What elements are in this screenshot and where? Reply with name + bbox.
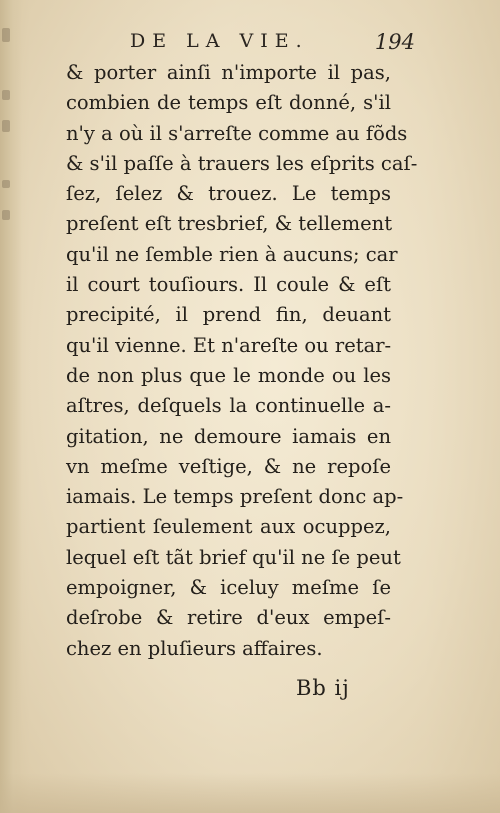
- gutter-mark: [2, 120, 10, 132]
- text-line: deſrobe & retire d'eux empeſ-: [66, 606, 391, 630]
- text-line: & s'il paſſe à trauers les eſprits caſ-: [66, 151, 418, 175]
- text-line: partient ſeulement aux ocuppez,: [66, 515, 391, 539]
- text-line: lequel eſt tãt brief qu'il ne ſe peut: [66, 545, 401, 569]
- text-line: n'y a où il s'arreſte comme au fõds: [66, 121, 408, 145]
- text-line: chez en pluſieurs affaires.: [66, 636, 323, 660]
- page-header: [130, 30, 415, 56]
- text-line: & porter ainſi n'importe il pas,: [66, 61, 391, 84]
- gutter-mark: [2, 210, 10, 220]
- gutter-mark: [2, 28, 10, 42]
- body-text: [66, 58, 418, 664]
- show-through-bleed: [232, 655, 392, 677]
- text-line: empoigner, & iceluy meſme ſe: [66, 576, 391, 600]
- page-number: 194: [374, 30, 415, 54]
- text-line: preſent eſt tresbrief, & tellement: [66, 212, 393, 236]
- text-line: ſez, ſelez & trouez. Le temps: [66, 182, 391, 206]
- text-line: precipité, il prend fin, deuant: [66, 303, 391, 327]
- running-head: DE LA VIE.: [130, 30, 309, 52]
- gutter-mark: [2, 180, 10, 188]
- text-line: aſtres, deſquels la continuelle a-: [66, 394, 391, 418]
- text-line: qu'il vienne. Et n'areſte ou retar-: [66, 333, 392, 357]
- text-line: iamais. Le temps preſent donc ap-: [66, 485, 404, 509]
- text-line: de non plus que le monde ou les: [66, 363, 391, 387]
- gutter-mark: [2, 90, 10, 100]
- signature-mark: Bb ij: [296, 676, 350, 700]
- text-line: combien de temps eſt donné, s'il: [66, 91, 391, 115]
- page-edge-shade: [0, 773, 500, 813]
- binding-gutter: [0, 0, 22, 813]
- text-line: qu'il ne ſemble rien à aucuns; car: [66, 242, 398, 266]
- text-line: vn meſme veſtige, & ne repoſe: [66, 454, 391, 478]
- text-line: gitation, ne demoure iamais en: [66, 424, 391, 448]
- text-line: il court touſiours. Il coule & eſt: [66, 273, 391, 297]
